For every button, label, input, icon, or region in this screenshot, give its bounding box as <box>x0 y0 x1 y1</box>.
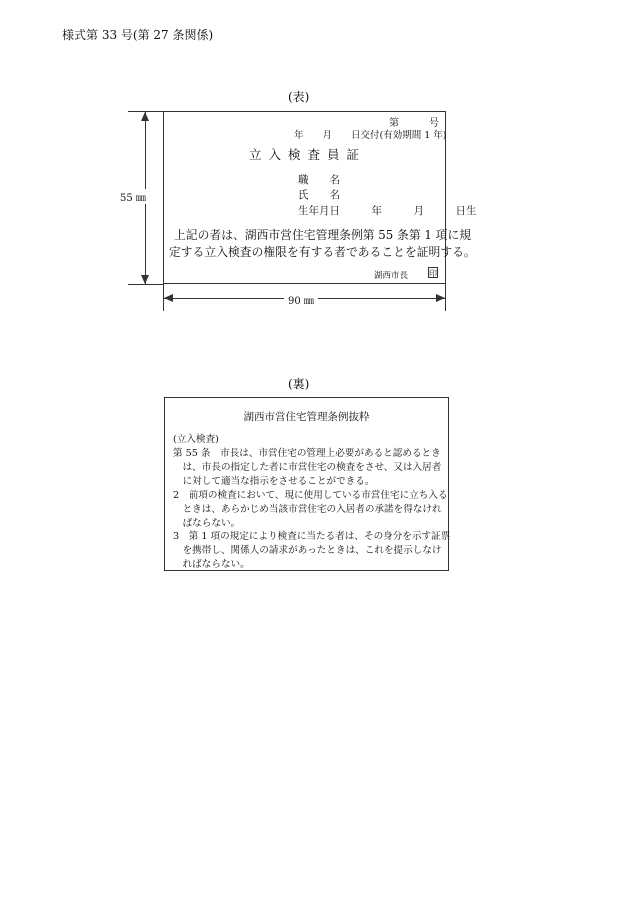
id-card-back <box>164 397 449 571</box>
width-dimension-label: 90 ㎜ <box>284 292 318 307</box>
arrow-left-icon <box>164 294 173 302</box>
field-position: 職 名 <box>298 174 340 186</box>
arrow-down-icon <box>141 275 149 284</box>
ordinance-line: を携帯し、関係人の請求があったときは、これを提示しなけ <box>173 545 442 556</box>
certification-text-line1: 上記の者は、湖西市営住宅管理条例第 55 条第 1 項に規 <box>174 228 472 242</box>
card-title: 立入検査員証 <box>249 147 367 162</box>
field-name: 氏 名 <box>298 189 340 201</box>
seal-mark: 印 <box>429 269 437 278</box>
field-birthdate: 生年月日 年 月 日生 <box>298 205 477 217</box>
ordinance-line: ばならない。 <box>173 518 241 529</box>
card-number-prefix: 第 <box>389 118 399 129</box>
arrow-up-icon <box>141 112 149 121</box>
ordinance-line: 3 第 1 項の規定により検査に当たる者は、その身分を示す証票 <box>173 531 451 542</box>
issuer-title: 湖西市長 <box>374 271 409 281</box>
issue-date-line: 年 月 日交付(有効期間 1 年) <box>294 130 447 141</box>
ordinance-line: ときは、あらかじめ当該市営住宅の入居者の承諾を得なけれ <box>173 504 442 515</box>
ordinance-line: に対して適当な指示をさせることができる。 <box>173 476 375 487</box>
width-extension-right <box>445 284 446 311</box>
ordinance-line: ればならない。 <box>173 559 250 570</box>
arrow-right-icon <box>436 294 445 302</box>
certification-text-line2: 定する立入検査の権限を有する者であることを証明する。 <box>169 245 476 259</box>
ordinance-excerpt-title: 湖西市営住宅管理条例抜粋 <box>243 411 370 423</box>
height-extension-bottom <box>128 284 163 285</box>
ordinance-line: 第 55 条 市長は、市営住宅の管理上必要があると認めるとき <box>173 448 441 459</box>
form-number: 様式第 33 号(第 27 条関係) <box>62 28 214 42</box>
card-number-suffix: 号 <box>429 118 439 129</box>
ordinance-line: は、市長の指定した者に市営住宅の検査をさせ、又は入居者 <box>173 462 442 473</box>
height-dimension-label: 55 ㎜ <box>118 189 148 204</box>
front-side-label: (表) <box>288 90 310 104</box>
back-side-label: (裏) <box>288 377 310 391</box>
ordinance-line: (立入検査) <box>173 434 219 445</box>
id-card-front <box>163 111 477 284</box>
ordinance-line: 2 前項の検査において、現に使用している市営住宅に立ち入る <box>173 490 448 501</box>
